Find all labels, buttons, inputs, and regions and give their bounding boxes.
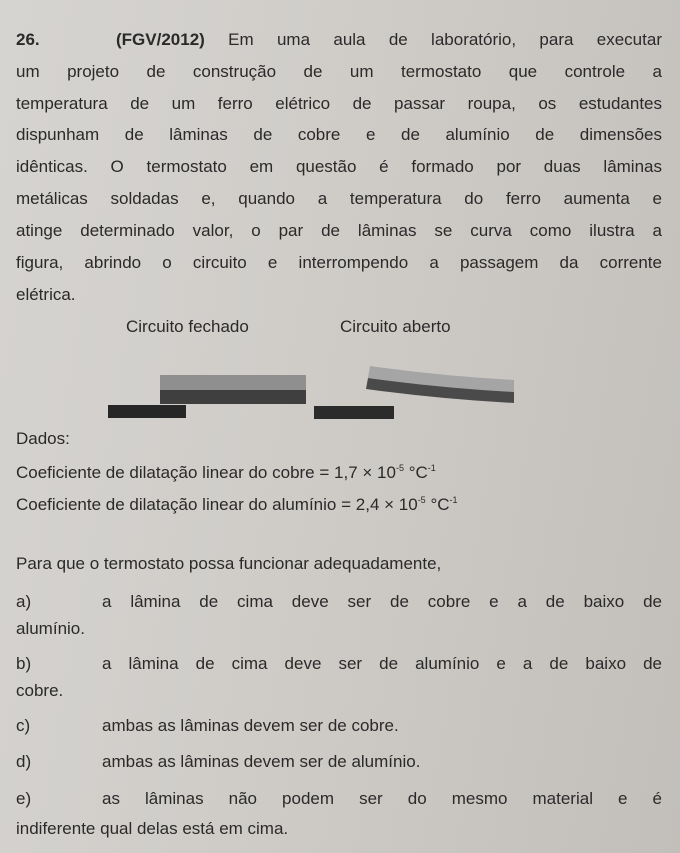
- open-circuit-label: Circuito aberto: [340, 317, 451, 336]
- question-line: elétrica.: [16, 285, 76, 304]
- option-c-letter: c): [16, 716, 31, 735]
- question-prompt: Para que o termostato possa funcionar adequadamente,: [16, 554, 442, 573]
- aluminum-coefficient-exponent: -5: [417, 495, 426, 505]
- closed-circuit-label: Circuito fechado: [126, 317, 249, 336]
- open-contact-block: [314, 406, 394, 419]
- aluminum-coefficient-unit-exponent: -1: [449, 495, 458, 505]
- question-line: dispunham de lâminas de cobre e de alumínio de dimensões: [16, 125, 662, 144]
- question-first-line-text: Em uma aula de laboratório, para executar: [228, 30, 662, 49]
- option-e[interactable]: [16, 785, 662, 843]
- option-a[interactable]: [16, 588, 662, 646]
- open-circuit-strips: [314, 366, 514, 419]
- option-b[interactable]: [16, 650, 662, 708]
- option-a-text-line2: alumínio.: [16, 619, 85, 638]
- copper-coefficient-unit-exponent: -1: [427, 463, 436, 473]
- option-b-letter: b): [16, 654, 32, 673]
- closed-top-strip: [160, 375, 306, 390]
- aluminum-coefficient-unit: °C: [430, 495, 450, 514]
- copper-coefficient-exponent: -5: [395, 463, 404, 473]
- question-line: metálicas soldadas e, quando a temperatura do ferro aumenta e: [16, 189, 662, 208]
- aluminum-coefficient: [16, 487, 662, 518]
- closed-bottom-strip: [160, 390, 306, 404]
- option-b-text-line2: cobre.: [16, 681, 64, 700]
- closed-contact-block: [108, 405, 186, 418]
- aluminum-coefficient-value: = 2,4 × 10: [341, 495, 418, 514]
- option-e-letter: e): [16, 789, 32, 808]
- option-d-text: ambas as lâminas devem ser de alumínio.: [102, 752, 421, 771]
- option-b-text-line1: a lâmina de cima deve ser de alumínio e a de baixo de: [102, 654, 662, 673]
- copper-coefficient: [16, 455, 662, 486]
- option-a-text-line1: a lâmina de cima deve ser de cobre e a de baixo de: [102, 592, 662, 611]
- option-c-text: ambas as lâminas devem ser de cobre.: [102, 716, 399, 735]
- question-line: figura, abrindo o circuito e interrompendo a passagem da corrente: [16, 253, 662, 272]
- option-d[interactable]: [16, 748, 662, 775]
- option-d-letter: d): [16, 752, 32, 771]
- question-line: temperatura de um ferro elétrico de passar roupa, os estudantes: [16, 94, 662, 113]
- aluminum-coefficient-label: Coeficiente de dilatação linear do alumínio: [16, 495, 337, 514]
- question-line: idênticas. O termostato em questão é formado por duas lâminas: [16, 157, 662, 176]
- question-source: (FGV/2012): [116, 30, 205, 49]
- question-number: 26.: [16, 30, 40, 49]
- copper-coefficient-value: = 1,7 × 10: [319, 463, 396, 482]
- option-a-letter: a): [16, 592, 32, 611]
- copper-coefficient-unit: °C: [408, 463, 428, 482]
- option-c[interactable]: [16, 712, 662, 739]
- data-title: Dados:: [16, 429, 70, 448]
- question-line: atinge determinado valor, o par de lâminas se curva como ilustra a: [16, 221, 662, 240]
- option-e-text-line2: indiferente qual delas está em cima.: [16, 819, 289, 838]
- option-e-text-line1: as lâminas não podem ser do mesmo material e é: [102, 789, 662, 808]
- copper-coefficient-label: Coeficiente de dilatação linear do cobre: [16, 463, 315, 482]
- question-line: um projeto de construção de um termostato que controle a: [16, 62, 662, 81]
- closed-circuit-strips: [108, 375, 306, 418]
